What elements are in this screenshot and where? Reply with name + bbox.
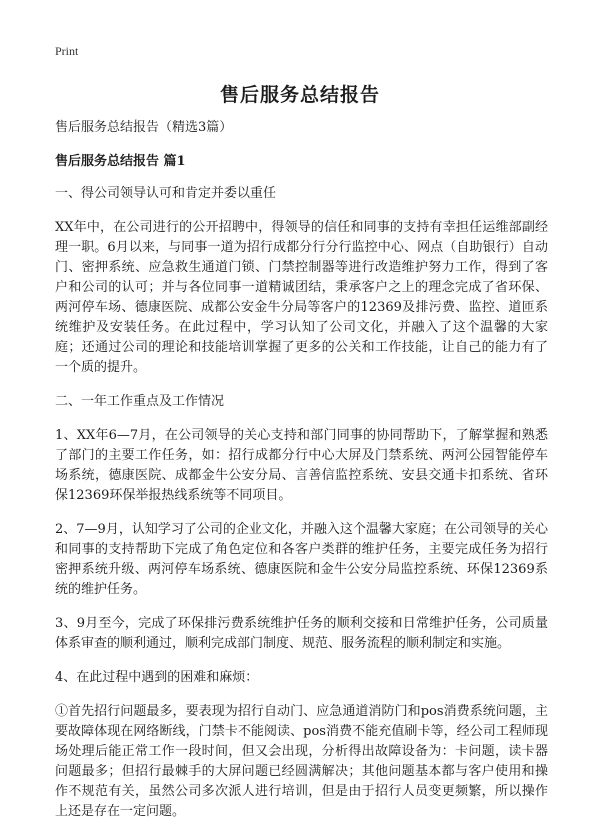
paragraph-3: 2、7—9月，认知学习了公司的企业文化，并融入这个温馨大家庭；在公司领导的关心和同事的支持帮助下完成了角色定位和各客户类群的维护任务，主要完成任务为招行密押系统升级、两河停车场系统、德康医院和金牛公安分局监控系统、环保12369系统的维护任务。 xyxy=(55,522,548,597)
paragraph-4: 3、9月至今，完成了环保排污费系统维护任务的顺利交接和日常维护任务，公司质量体系审查的顺利通过，顺利完成部门制度、规范、服务流程的顺利制定和实施。 xyxy=(55,616,548,651)
heading-2: 二、一年工作重点及工作情况 xyxy=(55,394,225,409)
heading-1: 一、得公司领导认可和肯定并委以重任 xyxy=(55,186,277,201)
print-link[interactable]: Print xyxy=(55,44,79,58)
document-body xyxy=(55,118,548,836)
page-title: 售后服务总结报告 xyxy=(219,84,380,106)
heading-3: 4、在此过程中遇到的困难和麻烦： xyxy=(55,670,259,685)
document-subtitle: 售后服务总结报告（精选3篇） xyxy=(55,120,233,135)
section-title: 售后服务总结报告 篇1 xyxy=(55,154,186,169)
paragraph-1: XX年中，在公司进行的公开招聘中，得领导的信任和同事的支持有幸担任运维部副经理一职。6月以来，与同事一道为招行成都分行分行监控中心、网点（自助银行）自动门、密押系统、应急救生通道门锁、门禁控制器等进行改造维护努力工作，得到了客户和公司的认可；并与各位同事一道精诚团结，秉承客户之上的理念完成了省环保、两河停车场、德康医院、成都公安金牛分局等客户的12369及排污费、监控、道匝系统维护及安装任务。在此过程中，学习认知了公司文化，并融入了这个温馨的大家庭；还通过公司的理论和技能培训掌握了更多的公关和工作技能，让自己的能力有了一个质的提升。 xyxy=(55,220,548,375)
paragraph-2: 1、XX年6—7月，在公司领导的关心支持和部门同事的协同帮助下，了解掌握和熟悉了部门的主要工作任务，如：招行成都分行中心大屏及门禁系统、两河公园智能停车场系统，德康医院、成都金牛公安分局、言善信监控系统、安县交通卡扣系统、省环保12369环保举报热线系统等不同项目。 xyxy=(55,428,548,503)
paragraph-5: ①首先招行问题最多，要表现为招行自动门、应急通道消防门和pos消费系统问题，主要故障体现在网络断线，门禁卡不能阅读、pos消费不能充值刷卡等，经公司工程师现场处理后能正常工作一段时间，但又会出现，分析得出故障设备为：卡问题，读卡器问题最多；但招行最棘手的大屏问题已经圆满解决；其他问题基本都与客户使用和操作不规范有关，虽然公司多次派人进行培训，但是由于招行人员变更频繁，所以操作上还是存在一定问题。 xyxy=(55,704,548,819)
